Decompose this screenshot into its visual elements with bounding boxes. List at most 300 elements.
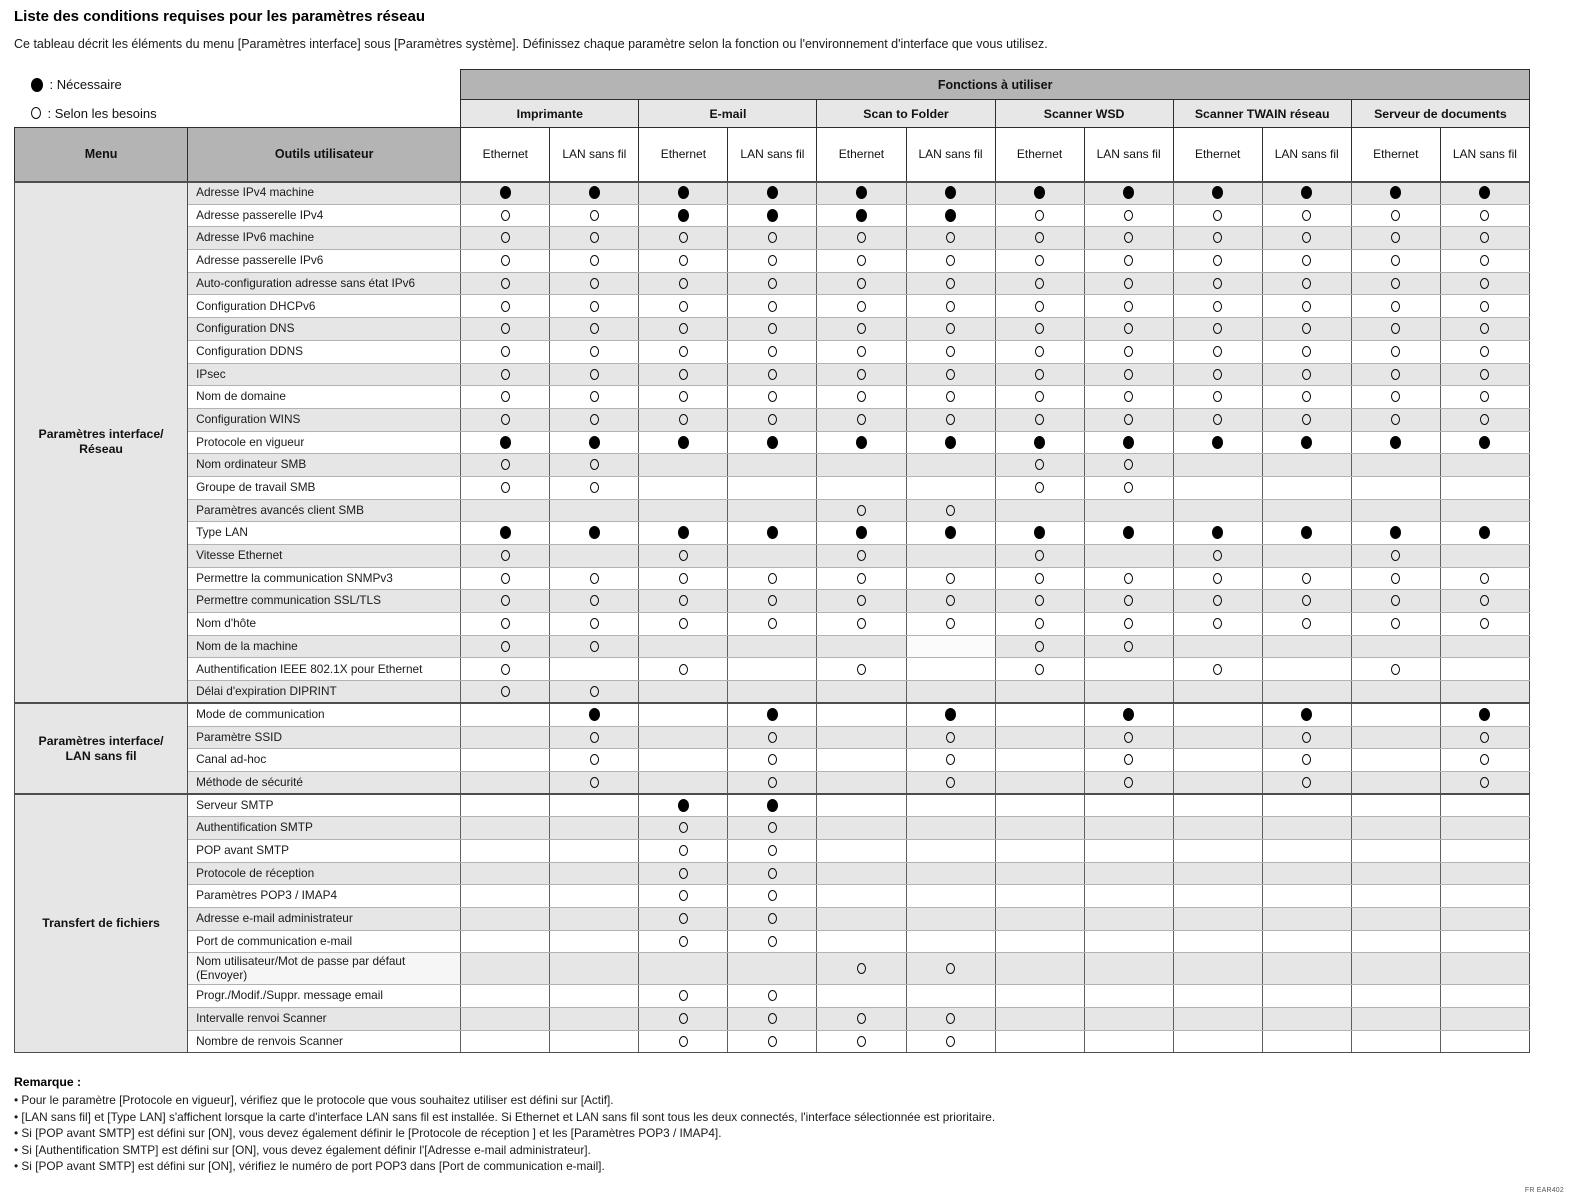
required-dot-icon xyxy=(1212,526,1223,539)
dot-cell xyxy=(906,454,995,477)
dot-cell xyxy=(1262,182,1351,205)
required-dot-icon xyxy=(945,186,956,199)
dot-cell xyxy=(1084,749,1173,772)
table-row xyxy=(15,476,1530,499)
dot-cell xyxy=(995,431,1084,454)
optional-dot-icon xyxy=(946,1036,955,1047)
optional-dot-icon xyxy=(1213,618,1222,629)
function-group-header: E-mail xyxy=(639,100,817,128)
optional-dot-icon xyxy=(1213,369,1222,380)
table-row xyxy=(15,930,1530,953)
dot-cell xyxy=(1173,204,1262,227)
dot-cell xyxy=(639,703,728,726)
dot-cell xyxy=(1262,295,1351,318)
dot-cell xyxy=(1351,862,1440,885)
row-label: Auto-configuration adresse sans état IPv6 xyxy=(188,272,461,295)
dot-cell xyxy=(995,318,1084,341)
optional-dot-icon xyxy=(590,482,599,493)
table-row xyxy=(15,658,1530,681)
dot-cell xyxy=(995,613,1084,636)
dot-cell xyxy=(995,703,1084,726)
dot-cell xyxy=(906,227,995,250)
dot-cell xyxy=(1173,930,1262,953)
table-row xyxy=(15,295,1530,318)
optional-dot-icon xyxy=(679,664,688,675)
dot-cell xyxy=(1351,885,1440,908)
dot-cell xyxy=(639,431,728,454)
optional-dot-icon xyxy=(1302,278,1311,289)
dot-cell xyxy=(1440,227,1529,250)
dot-cell xyxy=(906,545,995,568)
dot-cell xyxy=(1351,182,1440,205)
dot-cell xyxy=(995,771,1084,794)
dot-cell xyxy=(817,908,906,931)
page-title: Liste des conditions requises pour les paramètres réseau xyxy=(14,8,425,25)
dot-cell xyxy=(1084,703,1173,726)
dot-cell xyxy=(639,908,728,931)
dot-cell xyxy=(1084,590,1173,613)
table-row xyxy=(15,703,1530,726)
interface-type-header: Ethernet xyxy=(1173,128,1262,182)
table-row xyxy=(15,272,1530,295)
dot-cell xyxy=(461,703,550,726)
dot-cell xyxy=(1440,408,1529,431)
dot-cell xyxy=(1084,545,1173,568)
dot-cell xyxy=(817,250,906,273)
dot-cell xyxy=(550,839,639,862)
dot-cell xyxy=(1173,681,1262,704)
dot-cell xyxy=(1173,182,1262,205)
row-label: Adresse passerelle IPv4 xyxy=(188,204,461,227)
dot-cell xyxy=(1440,726,1529,749)
optional-dot-icon xyxy=(1035,550,1044,561)
optional-dot-icon xyxy=(501,346,510,357)
dot-cell xyxy=(639,499,728,522)
dot-cell xyxy=(461,295,550,318)
dot-cell xyxy=(906,476,995,499)
dot-cell xyxy=(1351,985,1440,1008)
optional-dot-icon xyxy=(946,573,955,584)
dot-cell xyxy=(1173,340,1262,363)
optional-dot-icon xyxy=(1391,573,1400,584)
optional-dot-icon xyxy=(679,301,688,312)
dot-cell xyxy=(817,204,906,227)
optional-dot-icon xyxy=(590,391,599,402)
optional-dot-icon xyxy=(1391,301,1400,312)
required-dot-icon xyxy=(767,186,778,199)
optional-dot-icon xyxy=(1480,323,1489,334)
optional-dot-icon xyxy=(1302,210,1311,221)
optional-dot-icon xyxy=(857,391,866,402)
row-label: Paramètres POP3 / IMAP4 xyxy=(188,885,461,908)
dot-cell xyxy=(461,250,550,273)
optional-dot-icon xyxy=(1124,754,1133,765)
optional-dot-icon xyxy=(1480,346,1489,357)
dot-cell xyxy=(1084,1030,1173,1053)
dot-cell xyxy=(639,386,728,409)
table-row xyxy=(15,726,1530,749)
dot-cell xyxy=(1084,272,1173,295)
table-row xyxy=(15,363,1530,386)
dot-cell xyxy=(461,363,550,386)
required-dot-icon xyxy=(945,209,956,222)
dot-cell xyxy=(1440,250,1529,273)
dot-cell xyxy=(817,340,906,363)
row-label: Méthode de sécurité xyxy=(188,771,461,794)
dot-cell xyxy=(1440,771,1529,794)
dot-cell xyxy=(461,613,550,636)
required-dot-icon xyxy=(1123,708,1134,721)
optional-dot-icon xyxy=(1035,459,1044,470)
dot-cell xyxy=(728,545,817,568)
dot-cell xyxy=(1084,930,1173,953)
optional-dot-icon xyxy=(946,278,955,289)
required-dot-icon xyxy=(945,526,956,539)
dot-cell xyxy=(906,726,995,749)
row-label: Configuration DHCPv6 xyxy=(188,295,461,318)
dot-cell xyxy=(995,227,1084,250)
optional-dot-icon xyxy=(1391,346,1400,357)
dot-cell xyxy=(1440,794,1529,817)
dot-cell xyxy=(1351,1030,1440,1053)
dot-cell xyxy=(1440,590,1529,613)
optional-dot-icon xyxy=(1213,550,1222,561)
row-label: IPsec xyxy=(188,363,461,386)
optional-dot-icon xyxy=(1391,278,1400,289)
dot-cell xyxy=(1351,908,1440,931)
dot-cell xyxy=(728,749,817,772)
table-row xyxy=(15,839,1530,862)
dot-cell xyxy=(639,295,728,318)
dot-cell xyxy=(1262,658,1351,681)
dot-cell xyxy=(906,431,995,454)
optional-dot-icon xyxy=(501,641,510,652)
optional-dot-icon xyxy=(768,1036,777,1047)
dot-cell xyxy=(1440,386,1529,409)
optional-dot-icon xyxy=(590,754,599,765)
dot-cell xyxy=(1351,522,1440,545)
optional-dot-icon xyxy=(857,573,866,584)
dot-cell xyxy=(1440,681,1529,704)
dot-cell xyxy=(728,703,817,726)
dot-cell xyxy=(639,340,728,363)
functions-header-row xyxy=(15,70,1530,100)
dot-cell xyxy=(728,1030,817,1053)
optional-dot-icon xyxy=(501,210,510,221)
note-item: • [LAN sans fil] et [Type LAN] s'affichent lorsque la carte d'interface LAN sans fil est installée. Si Ethernet et LAN sans fil sont tous les deux connectés, l'interface sélectionnée est prioritaire. xyxy=(14,1109,1560,1126)
dot-cell xyxy=(550,794,639,817)
dot-cell xyxy=(1084,839,1173,862)
dot-cell xyxy=(906,318,995,341)
dot-cell xyxy=(461,794,550,817)
dot-cell xyxy=(1440,985,1529,1008)
optional-dot-icon xyxy=(946,618,955,629)
optional-dot-icon xyxy=(679,232,688,243)
dot-cell xyxy=(1084,658,1173,681)
dot-cell xyxy=(1262,408,1351,431)
dot-cell xyxy=(1173,885,1262,908)
dot-cell xyxy=(1440,363,1529,386)
optional-dot-icon xyxy=(946,595,955,606)
optional-dot-icon xyxy=(679,369,688,380)
dot-cell xyxy=(906,749,995,772)
dot-cell xyxy=(1440,862,1529,885)
required-dot-icon xyxy=(1301,186,1312,199)
dot-cell xyxy=(550,658,639,681)
optional-dot-icon xyxy=(1391,595,1400,606)
dot-cell xyxy=(1351,749,1440,772)
dot-cell xyxy=(550,930,639,953)
optional-dot-icon xyxy=(1124,595,1133,606)
optional-dot-icon xyxy=(768,323,777,334)
dot-cell xyxy=(728,386,817,409)
dot-cell xyxy=(1262,476,1351,499)
dot-cell xyxy=(639,794,728,817)
optional-dot-icon xyxy=(1480,301,1489,312)
dot-cell xyxy=(1262,839,1351,862)
row-label: POP avant SMTP xyxy=(188,839,461,862)
dot-cell xyxy=(1173,839,1262,862)
dot-cell xyxy=(1440,318,1529,341)
dot-cell xyxy=(1262,204,1351,227)
dot-cell xyxy=(1173,635,1262,658)
dot-cell xyxy=(995,885,1084,908)
dot-cell xyxy=(728,658,817,681)
optional-dot-icon xyxy=(1480,573,1489,584)
dot-cell xyxy=(639,635,728,658)
dot-cell xyxy=(817,817,906,840)
dot-cell xyxy=(639,227,728,250)
dot-cell xyxy=(461,386,550,409)
dot-cell xyxy=(906,408,995,431)
optional-dot-icon xyxy=(679,323,688,334)
optional-dot-icon xyxy=(1124,301,1133,312)
dot-cell xyxy=(639,985,728,1008)
optional-dot-icon xyxy=(1124,323,1133,334)
optional-dot-icon xyxy=(679,890,688,901)
optional-dot-icon xyxy=(768,845,777,856)
table-row xyxy=(15,340,1530,363)
dot-cell xyxy=(1084,340,1173,363)
row-label: Nom de domaine xyxy=(188,386,461,409)
dot-cell xyxy=(1173,250,1262,273)
dot-cell xyxy=(817,635,906,658)
required-dot-icon xyxy=(589,186,600,199)
optional-dot-icon xyxy=(857,346,866,357)
row-label: Authentification IEEE 802.1X pour Ethernet xyxy=(188,658,461,681)
dot-cell xyxy=(906,794,995,817)
dot-cell xyxy=(906,499,995,522)
dot-cell xyxy=(995,953,1084,985)
required-dot-icon xyxy=(1301,708,1312,721)
dot-cell xyxy=(550,386,639,409)
dot-cell xyxy=(995,726,1084,749)
optional-dot-icon xyxy=(501,232,510,243)
dot-cell xyxy=(817,885,906,908)
optional-dot-icon xyxy=(768,1013,777,1024)
dot-cell xyxy=(461,340,550,363)
dot-cell xyxy=(906,613,995,636)
optional-dot-icon xyxy=(857,1013,866,1024)
dot-cell xyxy=(461,885,550,908)
optional-dot-icon xyxy=(501,482,510,493)
dot-cell xyxy=(817,726,906,749)
dot-cell xyxy=(1440,1008,1529,1031)
dot-cell xyxy=(1262,635,1351,658)
row-label: Configuration DDNS xyxy=(188,340,461,363)
optional-dot-icon xyxy=(1480,777,1489,788)
dot-cell xyxy=(1351,295,1440,318)
table-row xyxy=(15,499,1530,522)
row-label: Nom d'hôte xyxy=(188,613,461,636)
optional-dot-icon xyxy=(1035,573,1044,584)
optional-dot-icon xyxy=(768,301,777,312)
dot-cell xyxy=(728,726,817,749)
dot-cell xyxy=(1084,862,1173,885)
optional-dot-icon xyxy=(1124,777,1133,788)
dot-cell xyxy=(461,476,550,499)
optional-dot-icon xyxy=(590,369,599,380)
dot-cell xyxy=(817,703,906,726)
dot-cell xyxy=(1173,499,1262,522)
optional-dot-icon xyxy=(590,210,599,221)
dot-cell xyxy=(461,930,550,953)
optional-dot-icon xyxy=(768,595,777,606)
dot-cell xyxy=(461,953,550,985)
dot-cell xyxy=(550,522,639,545)
dot-cell xyxy=(995,1008,1084,1031)
dot-cell xyxy=(906,1008,995,1031)
optional-dot-icon xyxy=(501,323,510,334)
dot-cell xyxy=(1084,408,1173,431)
note-item: • Si [POP avant SMTP] est défini sur [ON], vérifiez le numéro de port POP3 dans [Port de communication e-mail]. xyxy=(14,1158,1560,1175)
note-item: • Si [POP avant SMTP] est défini sur [ON], vous devez également définir le [Protocole de réception ] et les [Paramètres POP3 / IMAP4]. xyxy=(14,1125,1560,1142)
optional-dot-icon xyxy=(857,323,866,334)
dot-cell xyxy=(1262,985,1351,1008)
dot-cell xyxy=(728,250,817,273)
dot-cell xyxy=(1440,499,1529,522)
optional-dot-icon xyxy=(590,301,599,312)
dot-cell xyxy=(906,681,995,704)
dot-cell xyxy=(461,204,550,227)
optional-dot-icon xyxy=(1213,664,1222,675)
dot-cell xyxy=(728,862,817,885)
dot-cell xyxy=(1173,590,1262,613)
dot-cell xyxy=(461,726,550,749)
row-label: Intervalle renvoi Scanner xyxy=(188,1008,461,1031)
dot-cell xyxy=(728,408,817,431)
optional-dot-icon xyxy=(501,550,510,561)
optional-dot-icon xyxy=(1302,777,1311,788)
dot-cell xyxy=(817,749,906,772)
requirements-table xyxy=(14,69,1530,1053)
optional-dot-icon xyxy=(1302,391,1311,402)
optional-dot-icon xyxy=(946,391,955,402)
optional-dot-icon xyxy=(501,391,510,402)
optional-dot-icon xyxy=(946,1013,955,1024)
required-dot-icon xyxy=(767,436,778,449)
row-label: Permettre communication SSL/TLS xyxy=(188,590,461,613)
optional-dot-icon xyxy=(857,232,866,243)
optional-dot-icon xyxy=(590,323,599,334)
dot-cell xyxy=(1173,658,1262,681)
dot-cell xyxy=(1084,363,1173,386)
dot-cell xyxy=(1262,318,1351,341)
optional-dot-icon xyxy=(590,573,599,584)
dot-cell xyxy=(1084,985,1173,1008)
optional-dot-icon xyxy=(1035,482,1044,493)
dot-cell xyxy=(1262,522,1351,545)
dot-cell xyxy=(550,726,639,749)
optional-dot-icon xyxy=(1124,210,1133,221)
optional-dot-icon xyxy=(1302,346,1311,357)
optional-dot-icon xyxy=(1035,618,1044,629)
dot-cell xyxy=(1351,590,1440,613)
dot-cell xyxy=(906,386,995,409)
dot-cell xyxy=(1084,771,1173,794)
dot-cell xyxy=(728,635,817,658)
table-row xyxy=(15,862,1530,885)
dot-cell xyxy=(728,930,817,953)
dot-cell xyxy=(817,567,906,590)
dot-cell xyxy=(550,908,639,931)
required-dot-icon xyxy=(945,436,956,449)
dot-cell xyxy=(461,749,550,772)
dot-cell xyxy=(639,613,728,636)
optional-dot-icon xyxy=(857,595,866,606)
optional-dot-icon xyxy=(1302,232,1311,243)
required-dot-icon xyxy=(678,799,689,812)
dot-cell xyxy=(1173,408,1262,431)
optional-dot-icon xyxy=(1124,641,1133,652)
dot-cell xyxy=(461,567,550,590)
dot-cell xyxy=(550,204,639,227)
open-circle-icon xyxy=(31,107,41,119)
optional-dot-icon xyxy=(1302,618,1311,629)
dot-cell xyxy=(1262,953,1351,985)
required-dot-icon xyxy=(589,708,600,721)
optional-dot-icon xyxy=(768,414,777,425)
dot-cell xyxy=(1440,749,1529,772)
table-row xyxy=(15,182,1530,205)
interface-type-header: LAN sans fil xyxy=(906,128,995,182)
optional-dot-icon xyxy=(1302,754,1311,765)
dot-cell xyxy=(728,567,817,590)
optional-dot-icon xyxy=(1391,414,1400,425)
optional-dot-icon xyxy=(1480,210,1489,221)
legend-necessary xyxy=(15,70,461,100)
optional-dot-icon xyxy=(946,323,955,334)
optional-dot-icon xyxy=(1124,482,1133,493)
required-dot-icon xyxy=(1479,186,1490,199)
dot-cell xyxy=(995,454,1084,477)
table-row xyxy=(15,817,1530,840)
table-row xyxy=(15,522,1530,545)
optional-dot-icon xyxy=(768,278,777,289)
row-label: Adresse e-mail administrateur xyxy=(188,908,461,931)
optional-dot-icon xyxy=(1124,391,1133,402)
optional-dot-icon xyxy=(679,595,688,606)
dot-cell xyxy=(728,340,817,363)
optional-dot-icon xyxy=(1391,323,1400,334)
dot-cell xyxy=(728,885,817,908)
required-dot-icon xyxy=(589,526,600,539)
dot-cell xyxy=(1173,522,1262,545)
optional-dot-icon xyxy=(679,868,688,879)
dot-cell xyxy=(817,295,906,318)
interface-row xyxy=(15,128,1530,182)
row-label: Paramètre SSID xyxy=(188,726,461,749)
